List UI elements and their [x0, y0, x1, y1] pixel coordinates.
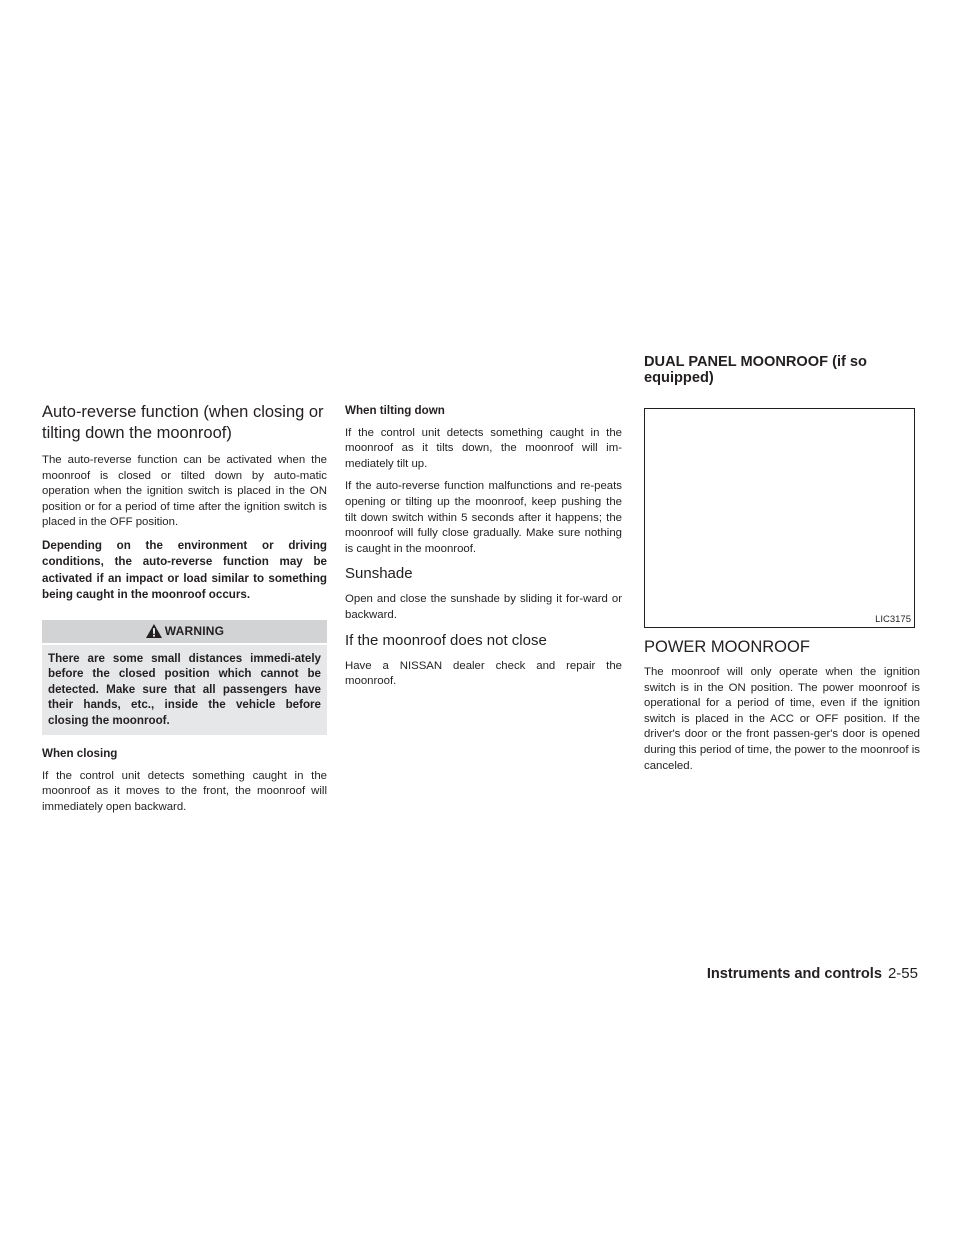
- when-closing-heading: When closing: [42, 747, 118, 761]
- footer-section-name: Instruments and controls: [706, 966, 882, 982]
- middle-column: [345, 403, 622, 697]
- figure-code: LIC3175: [875, 614, 911, 625]
- moonroof-figure: [644, 408, 915, 628]
- when-tilting-text: If the control unit detects something caught in the moonroof as it tilts down, the moonroof will im-mediately tilt up.: [345, 426, 622, 470]
- warning-header: [42, 620, 327, 643]
- sunshade-heading: Sunshade: [345, 565, 413, 583]
- sunshade-text: Open and close the sunshade by sliding it for-ward or backward.: [345, 593, 622, 621]
- power-moonroof-heading: POWER MOONROOF: [644, 638, 810, 656]
- power-moonroof-text: The moonroof will only operate when the ignition switch is in the ON position. The power moonroof is operational for a period of time, even if the ignition switch is placed in the ACC or OFF position. If the driver's door or the front passen-ger's door is opened during this period of time, the power to the moonroof is canceled.: [644, 666, 920, 772]
- auto-reverse-heading: Auto-reverse function (when closing or tilting down the moonroof): [42, 403, 324, 442]
- page-number: 2-55: [887, 965, 918, 982]
- warning-triangle-icon: [145, 623, 163, 639]
- malfunction-text: If the auto-reverse function malfunctions and re-peats opening or tilting up the moonroof, keep pushing the tilt down switch within 5 seconds after it happens; the moonroof will fully close gradually. Make sure nothing is caught in the moonroof.: [345, 480, 622, 555]
- when-closing-text: If the control unit detects something caught in the moonroof as it moves to the front, the moonroof will immediately open backward.: [42, 769, 327, 813]
- warning-label: WARNING: [164, 624, 225, 639]
- not-close-text: Have a NISSAN dealer check and repair the moonroof.: [345, 659, 622, 688]
- auto-reverse-bold-note: Depending on the environment or driving conditions, the auto-reverse function may be activated if an impact or load similar to something being caught in the moonroof occurs.: [42, 538, 327, 602]
- auto-reverse-intro: The auto-reverse function can be activated when the moonroof is closed or tilted down by auto-matic operation when the ignition switch is placed in the ON position or for a period of time after the ignition switch is placed in the OFF position.: [42, 454, 327, 529]
- page-footer: [707, 965, 918, 982]
- warning-text: There are some small distances immedi-ately before the closed position which cannot be detected. Make sure that all passengers have their hands, etc., inside the vehicle before closing the moonroof.: [42, 645, 327, 736]
- left-column: [42, 402, 327, 822]
- not-close-heading: If the moonroof does not close: [345, 631, 547, 649]
- right-column: [644, 354, 920, 781]
- section-title: DUAL PANEL MOONROOF (if so equipped): [644, 354, 867, 386]
- when-tilting-heading: When tilting down: [345, 404, 445, 417]
